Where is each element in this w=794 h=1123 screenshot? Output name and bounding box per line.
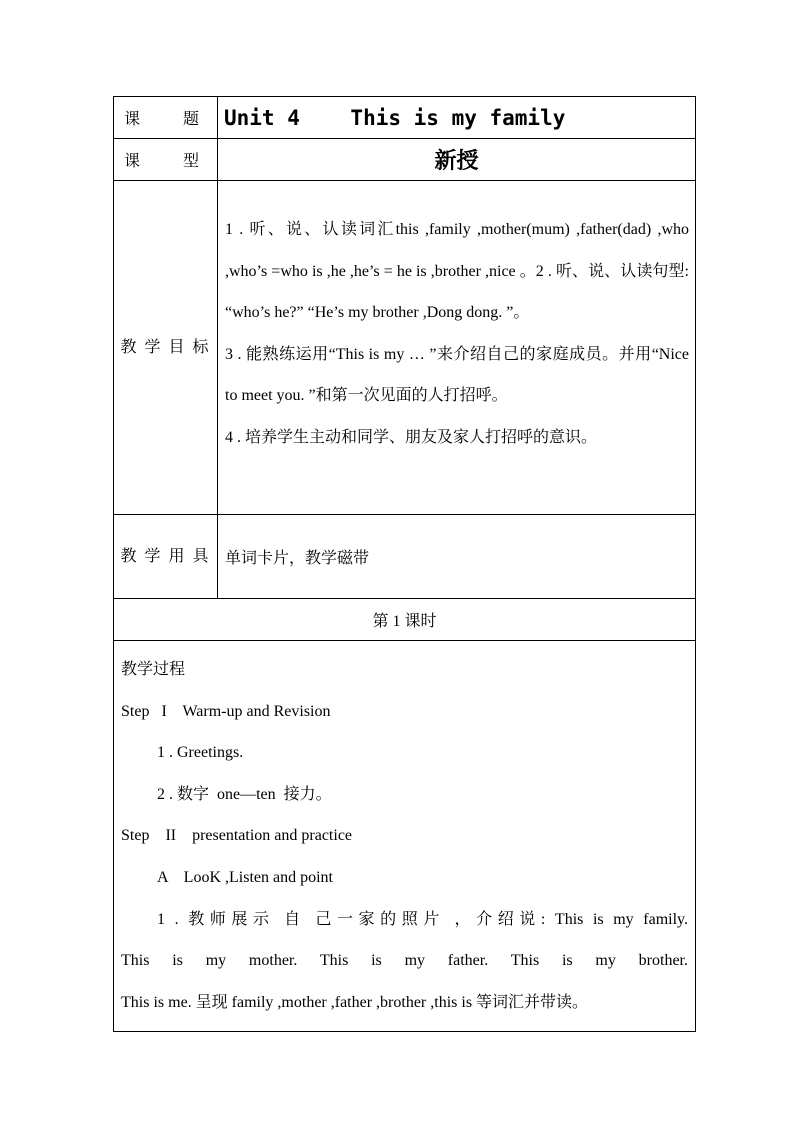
type-label-b: 型	[182, 153, 199, 170]
step-2-a-item-1-line-1: 1 . 教师展示 自 己一家的照片 ，介绍说: This is my family.	[157, 910, 688, 928]
goal-item-1: 1 . 听、说、认读词汇this ,family ,mother(mum) ,father(dad) ,who ,who’s =who is ,he ,he’s = he is ,brother ,nice 。2 . 听、说、认读句型: “who’s he?” “He’s my brother ,Dong dong. ”。	[225, 221, 689, 321]
type-label-cell	[114, 139, 218, 181]
lesson-plan-table	[113, 96, 696, 1032]
goals-content	[218, 181, 696, 515]
goals-row	[114, 181, 696, 515]
unit-title: Unit 4 This is my family	[218, 97, 696, 139]
tools-label: 教学用具	[114, 515, 218, 599]
step-2-a-item-1-line-2: This is my mother. This is my father. This is my brother.	[121, 952, 688, 970]
step-1-title: Step I Warm-up and Revision	[121, 702, 331, 720]
lesson-number: 第 1 课时	[114, 599, 696, 641]
title-label-b: 题	[182, 111, 199, 128]
title-row	[114, 97, 696, 139]
step-1-item-1: 1 . Greetings.	[157, 744, 244, 762]
process-row	[114, 641, 696, 1032]
goal-item-2: 3 . 能熟练运用“This is my … ”来介绍自己的家庭成员。并用“Nice to meet you. ”和第一次见面的人打招呼。	[225, 345, 689, 404]
lesson-type: 新授	[218, 139, 696, 181]
type-label-a: 课	[124, 153, 141, 170]
step-1-item-2: 2 . 数字 one—ten 接力。	[157, 785, 332, 803]
step-2-a-item-1-line-3: This is me. 呈现 family ,mother ,father ,brother ,this is 等词汇并带读。	[121, 993, 589, 1011]
title-label-cell	[114, 97, 218, 139]
step-2-part-a: A LooK ,Listen and point	[157, 868, 333, 886]
title-label-a: 课	[124, 111, 141, 128]
process-content	[114, 641, 696, 1032]
lesson-row	[114, 599, 696, 641]
step-2-title: Step II presentation and practice	[121, 827, 353, 845]
goal-item-3: 4 . 培养学生主动和同学、朋友及家人打招呼的意识。	[225, 428, 598, 446]
tools-content: 单词卡片，教学磁带	[218, 515, 696, 599]
type-row	[114, 139, 696, 181]
lesson-plan-sheet	[113, 96, 696, 1032]
tools-row	[114, 515, 696, 599]
process-heading: 教学过程	[121, 661, 186, 678]
goals-label: 教学目标	[114, 181, 218, 515]
